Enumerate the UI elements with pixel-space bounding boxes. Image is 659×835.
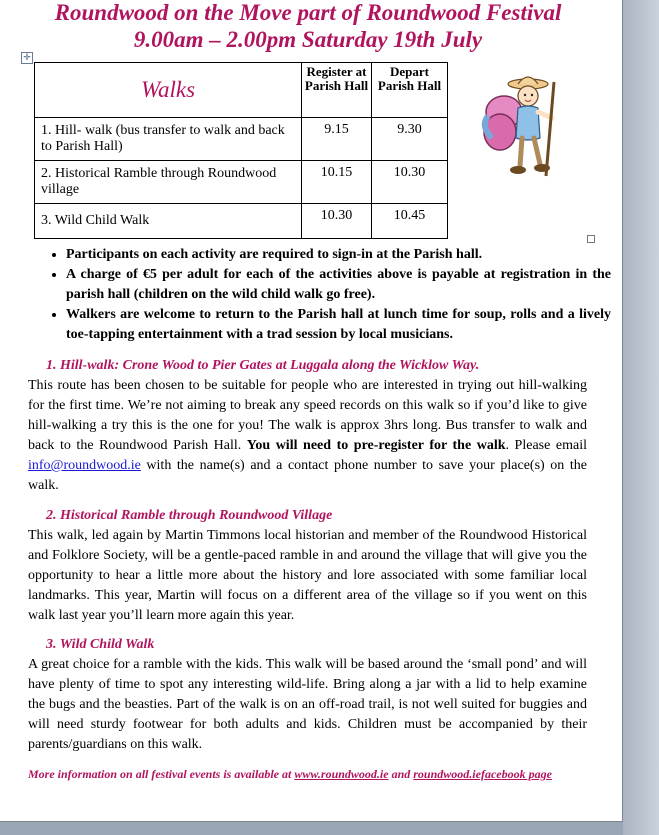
footer-info — [28, 765, 588, 783]
title-line-2: 9.00am – 2.00pm Saturday 19th July — [133, 27, 483, 52]
register-time: 9.15 — [302, 118, 372, 161]
section-heading-hill-walk: 1. Hill-walk: Crone Wood to Pier Gates at Luggala along the Wicklow Way. — [46, 358, 480, 373]
facebook-link[interactable]: roundwood.iefacebook page — [413, 767, 552, 781]
register-time: 10.15 — [302, 161, 372, 204]
table-row — [35, 161, 448, 204]
walks-table — [34, 62, 448, 239]
table-move-handle-icon[interactable]: ✛ — [21, 52, 33, 64]
header-register-line2: Parish Hall — [304, 78, 369, 93]
note-item: • A charge of €5 per adult for each of the activities above is payable at registration in the parish hall (children on the wild child walk go free). — [66, 265, 611, 305]
section-text-historical-ramble: This walk, led again by Martin Timmons local historian and member of the Roundwood Historical and Folklore Society, will be a gentle-paced ramble in and around the village that will give you the opportunity to hear a little more about the history and lore associated with some familiar local landmarks. This year, Martin will focus on a different area of the village so if you went on this walk last year you’ll learn more again this year. — [28, 528, 587, 623]
header-register-line1: Register at — [306, 64, 367, 79]
email-link[interactable]: info@roundwood.ie — [28, 458, 141, 473]
hill-walk-register-note: You will need to pre-register for the walk — [246, 438, 506, 453]
table-row — [35, 204, 448, 239]
register-time: 10.30 — [302, 204, 372, 239]
header-depart — [372, 63, 448, 118]
note-item: • Participants on each activity are required to sign-in at the Parish hall. — [66, 245, 611, 265]
depart-time: 9.30 — [372, 118, 448, 161]
section-text-wild-child: A great choice for a ramble with the kids. This walk will be based around the ‘small pond’ and will have plenty of time to spot any interesting wild-life. Bring along a jar with a lid to help examine the bugs and the beasties. Part of the walk is on an off-road trail, is not well suited for buggies and will need sturdy footwear for both adults and kids. Children must be accompanied by their parents/guardians on this walk. — [28, 657, 587, 752]
section-heading-wild-child: 3. Wild Child Walk — [46, 637, 155, 652]
walk-name: 3. Wild Child Walk — [35, 204, 302, 239]
header-depart-line1: Depart — [390, 64, 429, 79]
depart-time: 10.30 — [372, 161, 448, 204]
walk-name: 1. Hill- walk (bus transfer to walk and back to Parish Hall) — [35, 118, 302, 161]
footer-text-a: More information on all festival events is available at — [28, 767, 295, 781]
footer-text-b: and — [388, 767, 414, 781]
header-depart-line2: Parish Hall — [377, 78, 442, 93]
hill-walk-text-c: with the name(s) and a contact phone number to save your place(s) on the walk. — [28, 458, 587, 493]
table-header-row — [35, 63, 448, 118]
header-register — [302, 63, 372, 118]
hill-walk-text-b: . Please email — [505, 438, 587, 453]
table-row — [35, 118, 448, 161]
website-link[interactable]: www.roundwood.ie — [294, 767, 389, 781]
hiker-icon[interactable] — [480, 72, 578, 182]
note-item: • Walkers are welcome to return to the Parish hall at lunch time for soup, rolls and a lively toe-tapping entertainment with a trad session by local musicians. — [66, 305, 611, 345]
workspace-margin — [623, 0, 659, 835]
section-text-hill-walk — [28, 376, 587, 496]
depart-time: 10.45 — [372, 204, 448, 239]
title-line-1: Roundwood on the Move part of Roundwood Festival — [54, 0, 562, 25]
section-heading-historical-ramble: 2. Historical Ramble through Roundwood Village — [46, 508, 333, 523]
hill-walk-text-a: This route has been chosen to be suitable for people who are interested in trying out hill-walking for the first time. We’re not aiming to break any speed records on this walk so if you’d like to give hill-walking a try this is the one for you! The walk is approx 3hrs long. Bus transfer to walk and back to the Roundwood Parish Hall. — [28, 378, 587, 453]
header-walks: Walks — [35, 63, 302, 118]
notes-list — [48, 245, 611, 345]
walk-name: 2. Historical Ramble through Roundwood village — [35, 161, 302, 204]
image-resize-handle[interactable] — [587, 235, 595, 243]
